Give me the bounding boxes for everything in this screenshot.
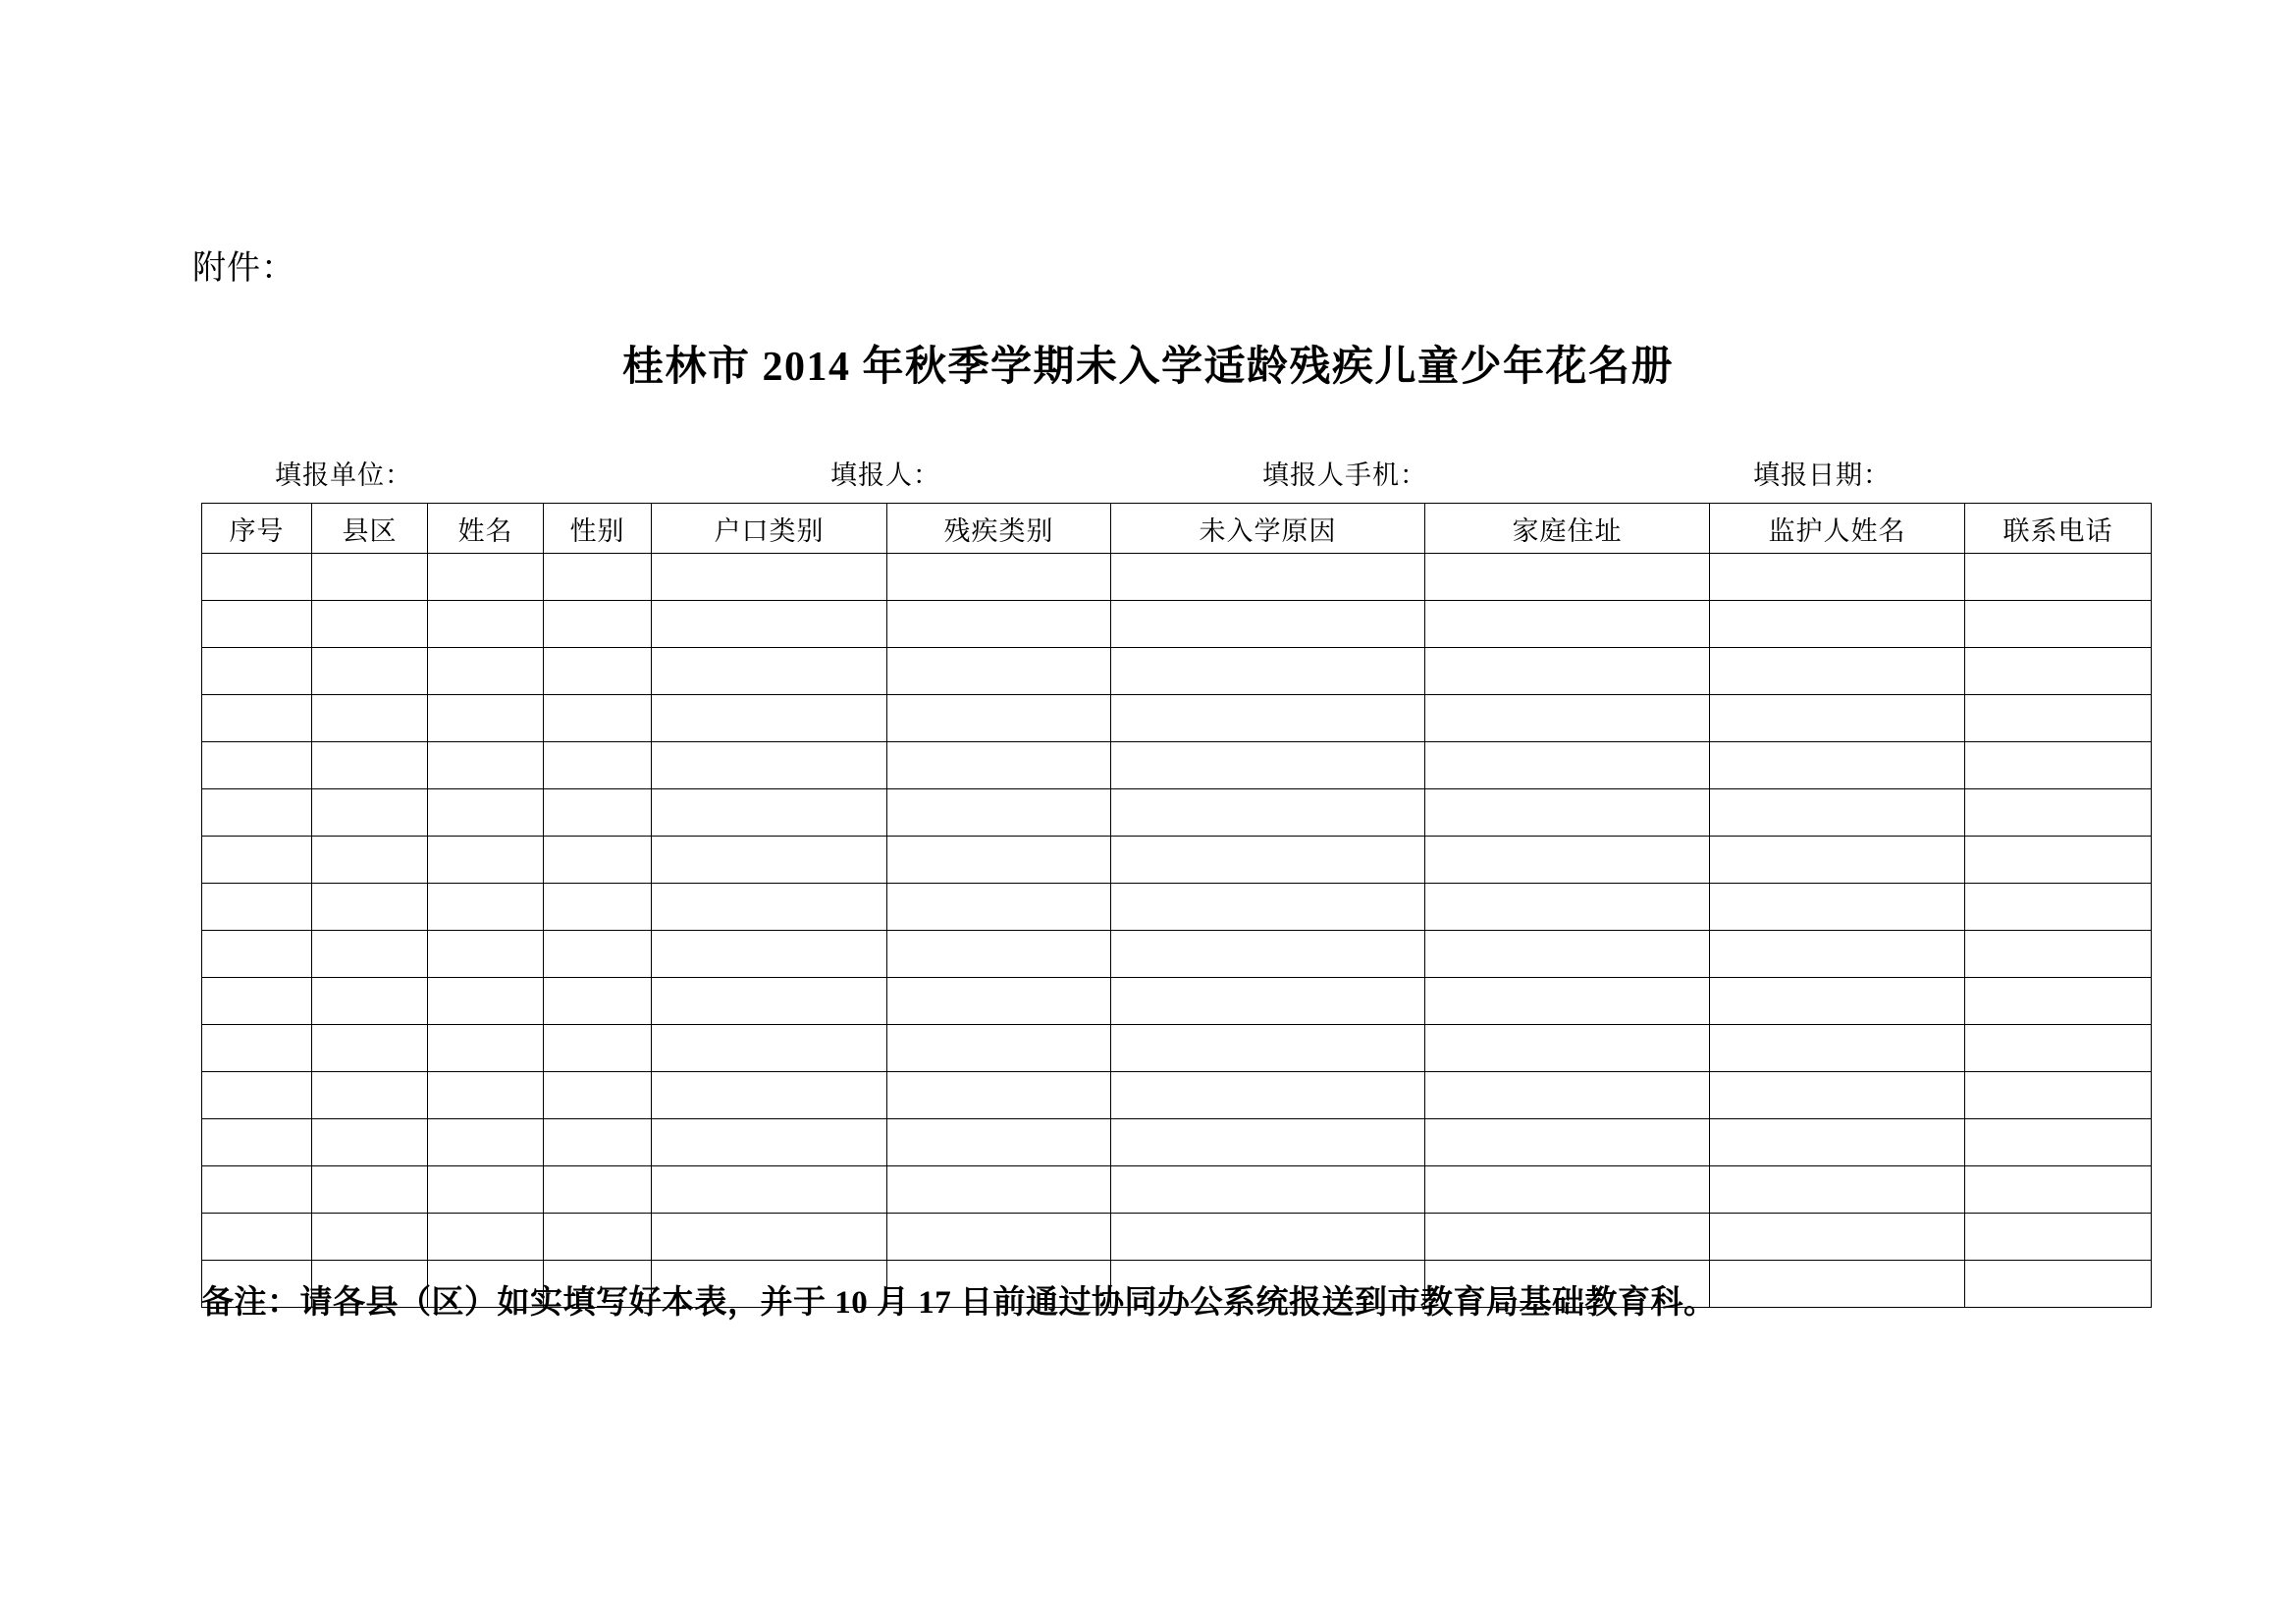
table-body xyxy=(202,554,2152,1308)
cell-address[interactable] xyxy=(1425,554,1710,601)
cell-guardian-name[interactable] xyxy=(1710,1025,1965,1072)
meta-reporter: 填报人： xyxy=(830,460,940,490)
cell-contact-phone[interactable] xyxy=(1965,978,2152,1025)
cell-address[interactable] xyxy=(1425,789,1710,837)
cell-guardian-name[interactable] xyxy=(1710,601,1965,648)
cell-gender[interactable] xyxy=(544,554,652,601)
cell-disability-type[interactable] xyxy=(887,1025,1111,1072)
cell-index[interactable] xyxy=(202,742,312,789)
cell-index[interactable] xyxy=(202,1072,312,1119)
cell-household-type[interactable] xyxy=(652,695,887,742)
cell-address[interactable] xyxy=(1425,837,1710,884)
cell-index[interactable] xyxy=(202,837,312,884)
cell-guardian-name[interactable] xyxy=(1710,978,1965,1025)
cell-contact-phone[interactable] xyxy=(1965,1214,2152,1261)
cell-guardian-name[interactable] xyxy=(1710,1166,1965,1214)
cell-index[interactable] xyxy=(202,601,312,648)
cell-address[interactable] xyxy=(1425,1072,1710,1119)
cell-gender[interactable] xyxy=(544,695,652,742)
cell-disability-type[interactable] xyxy=(887,978,1111,1025)
table-row[interactable] xyxy=(202,1166,2152,1214)
cell-disability-type[interactable] xyxy=(887,601,1111,648)
cell-reason[interactable] xyxy=(1111,554,1425,601)
table-header-row xyxy=(202,504,2152,554)
cell-reason[interactable] xyxy=(1111,837,1425,884)
cell-household-type[interactable] xyxy=(652,1025,887,1072)
table-row[interactable] xyxy=(202,789,2152,837)
cell-county[interactable] xyxy=(312,931,428,978)
cell-disability-type[interactable] xyxy=(887,648,1111,695)
cell-household-type[interactable] xyxy=(652,1119,887,1166)
column-header-index: 序号 xyxy=(202,504,312,554)
cell-gender[interactable] xyxy=(544,789,652,837)
cell-household-type[interactable] xyxy=(652,554,887,601)
cell-gender[interactable] xyxy=(544,742,652,789)
cell-name[interactable] xyxy=(428,554,544,601)
cell-index[interactable] xyxy=(202,978,312,1025)
cell-reason[interactable] xyxy=(1111,601,1425,648)
cell-contact-phone[interactable] xyxy=(1965,601,2152,648)
table-row[interactable] xyxy=(202,1025,2152,1072)
cell-household-type[interactable] xyxy=(652,1214,887,1261)
cell-reason[interactable] xyxy=(1111,1025,1425,1072)
cell-name[interactable] xyxy=(428,695,544,742)
cell-reason[interactable] xyxy=(1111,1166,1425,1214)
cell-contact-phone[interactable] xyxy=(1965,742,2152,789)
cell-gender[interactable] xyxy=(544,1119,652,1166)
cell-contact-phone[interactable] xyxy=(1965,1166,2152,1214)
cell-household-type[interactable] xyxy=(652,884,887,931)
cell-name[interactable] xyxy=(428,1119,544,1166)
column-header-contact-phone: 联系电话 xyxy=(1965,504,2152,554)
cell-household-type[interactable] xyxy=(652,931,887,978)
cell-county[interactable] xyxy=(312,1214,428,1261)
column-header-disability-type: 残疾类别 xyxy=(887,504,1111,554)
cell-name[interactable] xyxy=(428,648,544,695)
cell-guardian-name[interactable] xyxy=(1710,931,1965,978)
cell-name[interactable] xyxy=(428,789,544,837)
cell-county[interactable] xyxy=(312,742,428,789)
cell-guardian-name[interactable] xyxy=(1710,1072,1965,1119)
cell-disability-type[interactable] xyxy=(887,1072,1111,1119)
cell-reason[interactable] xyxy=(1111,978,1425,1025)
cell-gender[interactable] xyxy=(544,884,652,931)
attachment-label: 附件： xyxy=(192,250,295,287)
cell-index[interactable] xyxy=(202,554,312,601)
cell-guardian-name[interactable] xyxy=(1710,789,1965,837)
cell-name[interactable] xyxy=(428,837,544,884)
table-row[interactable] xyxy=(202,554,2152,601)
column-header-household-type: 户口类别 xyxy=(652,504,887,554)
cell-contact-phone[interactable] xyxy=(1965,695,2152,742)
cell-address[interactable] xyxy=(1425,1025,1710,1072)
table-row[interactable] xyxy=(202,601,2152,648)
cell-index[interactable] xyxy=(202,1119,312,1166)
cell-reason[interactable] xyxy=(1111,1072,1425,1119)
cell-reason[interactable] xyxy=(1111,931,1425,978)
table-row[interactable] xyxy=(202,1214,2152,1261)
cell-index[interactable] xyxy=(202,931,312,978)
cell-gender[interactable] xyxy=(544,1166,652,1214)
cell-contact-phone[interactable] xyxy=(1965,648,2152,695)
table-row[interactable] xyxy=(202,742,2152,789)
cell-index[interactable] xyxy=(202,648,312,695)
cell-name[interactable] xyxy=(428,742,544,789)
cell-guardian-name[interactable] xyxy=(1710,1119,1965,1166)
cell-county[interactable] xyxy=(312,884,428,931)
table-row[interactable] xyxy=(202,1119,2152,1166)
column-header-guardian-name: 监护人姓名 xyxy=(1710,504,1965,554)
cell-reason[interactable] xyxy=(1111,648,1425,695)
cell-household-type[interactable] xyxy=(652,601,887,648)
cell-name[interactable] xyxy=(428,1072,544,1119)
cell-address[interactable] xyxy=(1425,1119,1710,1166)
cell-reason[interactable] xyxy=(1111,789,1425,837)
roster-table xyxy=(201,503,2152,1308)
column-header-county: 县区 xyxy=(312,504,428,554)
cell-disability-type[interactable] xyxy=(887,931,1111,978)
cell-disability-type[interactable] xyxy=(887,554,1111,601)
cell-guardian-name[interactable] xyxy=(1710,695,1965,742)
cell-household-type[interactable] xyxy=(652,789,887,837)
cell-county[interactable] xyxy=(312,648,428,695)
cell-county[interactable] xyxy=(312,1166,428,1214)
cell-county[interactable] xyxy=(312,554,428,601)
cell-disability-type[interactable] xyxy=(887,1166,1111,1214)
cell-address[interactable] xyxy=(1425,931,1710,978)
cell-gender[interactable] xyxy=(544,601,652,648)
cell-disability-type[interactable] xyxy=(887,1119,1111,1166)
column-header-address: 家庭住址 xyxy=(1425,504,1710,554)
cell-contact-phone[interactable] xyxy=(1965,931,2152,978)
cell-guardian-name[interactable] xyxy=(1710,837,1965,884)
cell-name[interactable] xyxy=(428,884,544,931)
cell-gender[interactable] xyxy=(544,648,652,695)
cell-gender[interactable] xyxy=(544,1214,652,1261)
cell-address[interactable] xyxy=(1425,884,1710,931)
cell-name[interactable] xyxy=(428,1166,544,1214)
form-meta-row xyxy=(192,454,2146,493)
cell-disability-type[interactable] xyxy=(887,1214,1111,1261)
cell-guardian-name[interactable] xyxy=(1710,742,1965,789)
footer-note: 备注：请各县（区）如实填写好本表，并于 10 月 17 日前通过协同办公系统报送到市教育局基础教育科。 xyxy=(201,1285,1717,1321)
cell-address[interactable] xyxy=(1425,742,1710,789)
cell-household-type[interactable] xyxy=(652,1166,887,1214)
cell-county[interactable] xyxy=(312,1025,428,1072)
cell-name[interactable] xyxy=(428,601,544,648)
cell-reason[interactable] xyxy=(1111,1214,1425,1261)
cell-gender[interactable] xyxy=(544,1025,652,1072)
cell-contact-phone[interactable] xyxy=(1965,1119,2152,1166)
cell-address[interactable] xyxy=(1425,601,1710,648)
cell-county[interactable] xyxy=(312,695,428,742)
cell-contact-phone[interactable] xyxy=(1965,1072,2152,1119)
cell-contact-phone[interactable] xyxy=(1965,884,2152,931)
table-row[interactable] xyxy=(202,695,2152,742)
cell-disability-type[interactable] xyxy=(887,884,1111,931)
cell-county[interactable] xyxy=(312,978,428,1025)
cell-contact-phone[interactable] xyxy=(1965,554,2152,601)
cell-county[interactable] xyxy=(312,789,428,837)
cell-household-type[interactable] xyxy=(652,742,887,789)
cell-gender[interactable] xyxy=(544,1072,652,1119)
cell-disability-type[interactable] xyxy=(887,789,1111,837)
cell-gender[interactable] xyxy=(544,931,652,978)
cell-household-type[interactable] xyxy=(652,1072,887,1119)
cell-name[interactable] xyxy=(428,978,544,1025)
cell-county[interactable] xyxy=(312,1119,428,1166)
cell-index[interactable] xyxy=(202,884,312,931)
cell-household-type[interactable] xyxy=(652,648,887,695)
cell-household-type[interactable] xyxy=(652,837,887,884)
cell-gender[interactable] xyxy=(544,978,652,1025)
cell-index[interactable] xyxy=(202,1025,312,1072)
table-row[interactable] xyxy=(202,931,2152,978)
cell-disability-type[interactable] xyxy=(887,695,1111,742)
cell-county[interactable] xyxy=(312,601,428,648)
column-header-reason: 未入学原因 xyxy=(1111,504,1425,554)
cell-address[interactable] xyxy=(1425,648,1710,695)
cell-address[interactable] xyxy=(1425,978,1710,1025)
meta-reporter-phone: 填报人手机： xyxy=(1262,460,1427,490)
cell-index[interactable] xyxy=(202,789,312,837)
cell-gender[interactable] xyxy=(544,837,652,884)
cell-reason[interactable] xyxy=(1111,742,1425,789)
table-row[interactable] xyxy=(202,648,2152,695)
cell-reason[interactable] xyxy=(1111,1119,1425,1166)
cell-disability-type[interactable] xyxy=(887,742,1111,789)
cell-reason[interactable] xyxy=(1111,884,1425,931)
cell-contact-phone[interactable] xyxy=(1965,1025,2152,1072)
meta-report-date: 填报日期： xyxy=(1753,460,1891,490)
cell-name[interactable] xyxy=(428,931,544,978)
cell-name[interactable] xyxy=(428,1025,544,1072)
cell-guardian-name[interactable] xyxy=(1710,1214,1965,1261)
cell-guardian-name[interactable] xyxy=(1710,884,1965,931)
cell-contact-phone[interactable] xyxy=(1965,837,2152,884)
meta-reporting-unit: 填报单位： xyxy=(275,460,412,490)
page-title: 桂林市 2014 年秋季学期未入学适龄残疾儿童少年花名册 xyxy=(621,345,1674,390)
cell-index[interactable] xyxy=(202,1166,312,1214)
cell-address[interactable] xyxy=(1425,1214,1710,1261)
cell-address[interactable] xyxy=(1425,1166,1710,1214)
table-row[interactable] xyxy=(202,837,2152,884)
cell-disability-type[interactable] xyxy=(887,837,1111,884)
column-header-name: 姓名 xyxy=(428,504,544,554)
cell-household-type[interactable] xyxy=(652,978,887,1025)
cell-guardian-name[interactable] xyxy=(1710,648,1965,695)
cell-name[interactable] xyxy=(428,1214,544,1261)
cell-reason[interactable] xyxy=(1111,695,1425,742)
column-header-gender: 性别 xyxy=(544,504,652,554)
cell-contact-phone[interactable] xyxy=(1965,789,2152,837)
table-row[interactable] xyxy=(202,884,2152,931)
cell-guardian-name[interactable] xyxy=(1710,554,1965,601)
cell-index[interactable] xyxy=(202,695,312,742)
table-row[interactable] xyxy=(202,978,2152,1025)
cell-address[interactable] xyxy=(1425,695,1710,742)
table-row[interactable] xyxy=(202,1072,2152,1119)
cell-county[interactable] xyxy=(312,1072,428,1119)
cell-index[interactable] xyxy=(202,1214,312,1261)
cell-county[interactable] xyxy=(312,837,428,884)
